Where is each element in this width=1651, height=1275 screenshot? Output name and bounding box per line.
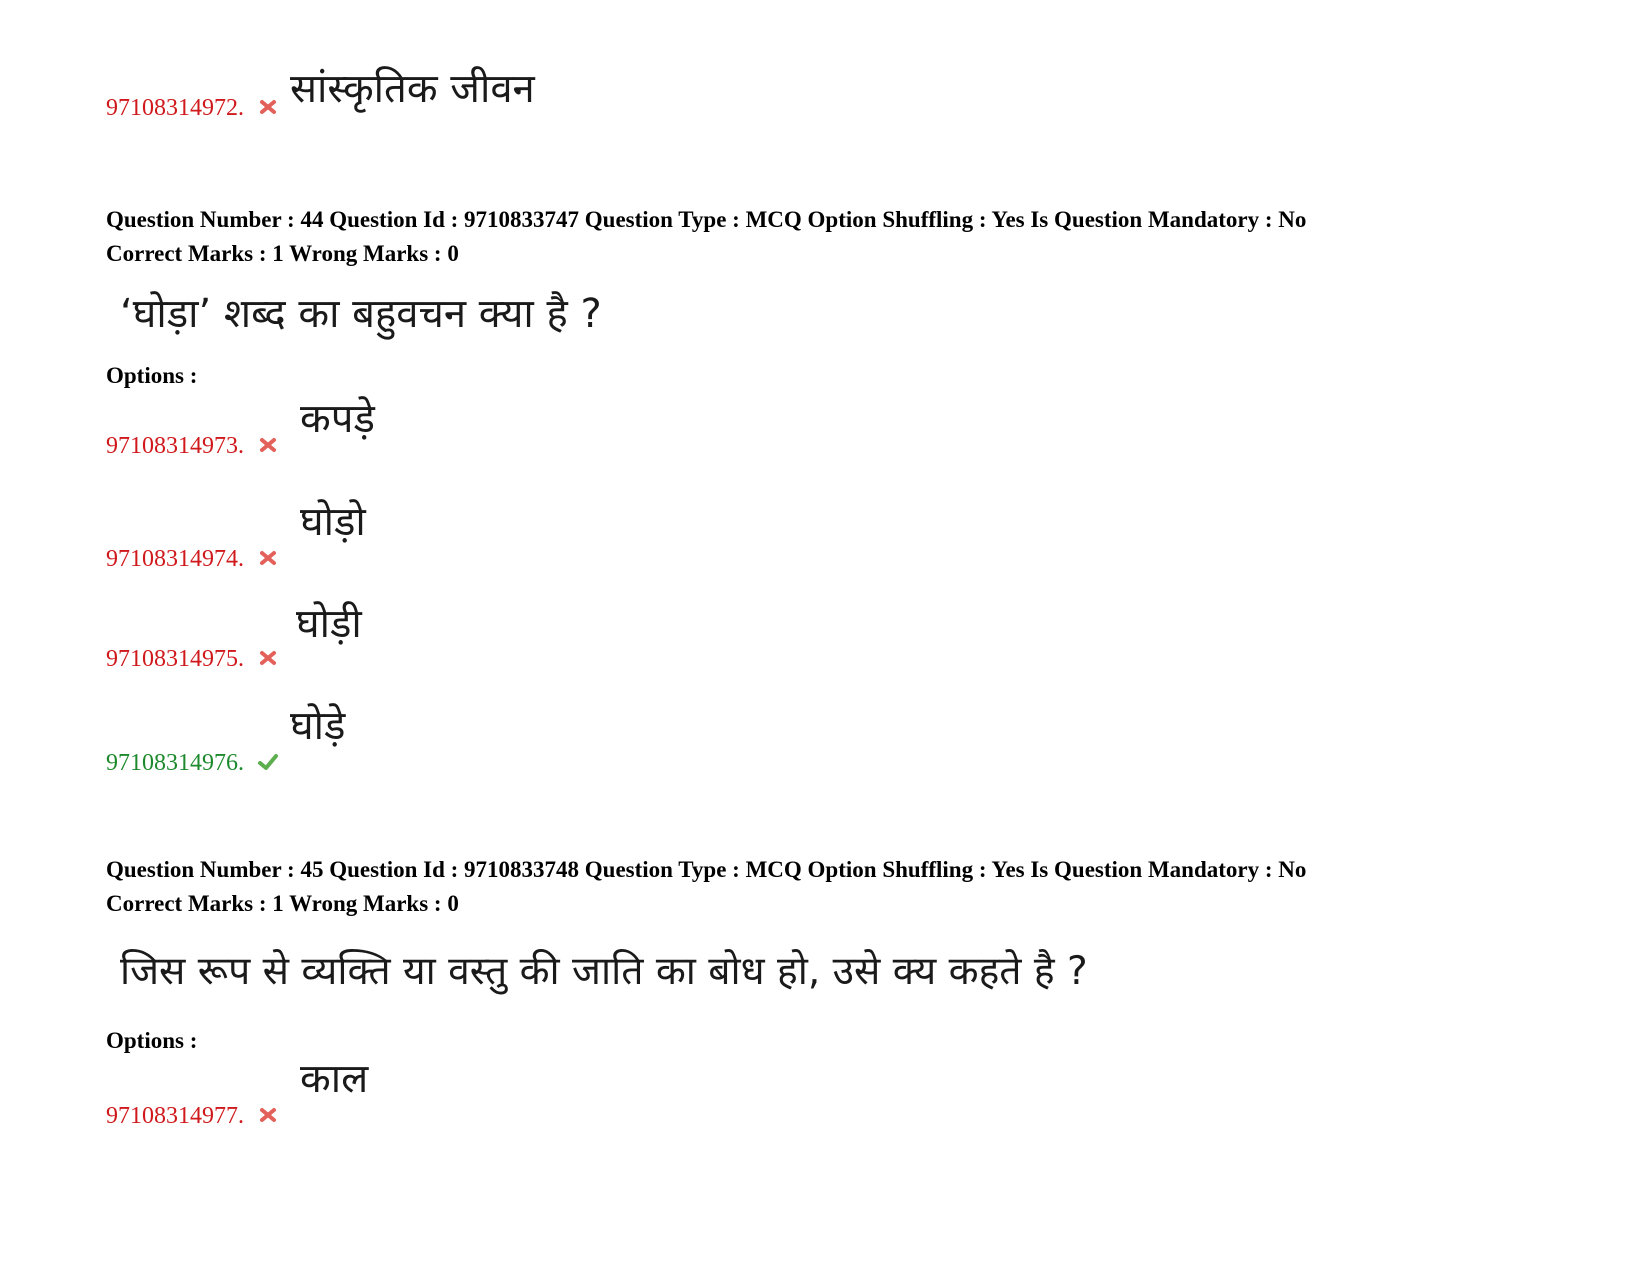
option-text: काल	[300, 1056, 369, 1102]
options-label: Options :	[106, 363, 198, 388]
option-id: 97108314972.	[106, 95, 244, 121]
marks-meta: Correct Marks : 1 Wrong Marks : 0	[106, 891, 459, 916]
option-text: घोड़ी	[296, 601, 362, 647]
option-text: घोड़ो	[300, 499, 366, 545]
marks-meta: Correct Marks : 1 Wrong Marks : 0	[106, 241, 459, 266]
option-row	[106, 1056, 806, 1130]
cross-icon	[258, 97, 278, 117]
question-text: जिस रूप से व्यक्ति या वस्तु की जाति का बोध हो, उसे क्य कहते है ?	[120, 949, 1088, 994]
check-icon	[258, 752, 278, 772]
option-id: 97108314977.	[106, 1103, 244, 1129]
option-id: 97108314974.	[106, 546, 244, 572]
question-meta: Question Number : 45 Question Id : 9710833748 Question Type : MCQ Option Shuffling : Yes Is Question Mandatory : No	[106, 857, 1307, 882]
option-row	[106, 703, 806, 777]
option-text: कपड़े	[300, 396, 375, 442]
option-row	[106, 396, 806, 460]
cross-icon	[258, 1105, 278, 1125]
cross-icon	[258, 648, 278, 668]
option-row	[106, 499, 806, 573]
options-label: Options :	[106, 1028, 198, 1053]
option-row	[106, 601, 806, 673]
cross-icon	[258, 548, 278, 568]
option-id: 97108314973.	[106, 433, 244, 459]
question-meta: Question Number : 44 Question Id : 9710833747 Question Type : MCQ Option Shuffling : Yes Is Question Mandatory : No	[106, 207, 1307, 232]
option-text: सांस्कृतिक जीवन	[290, 66, 535, 112]
option-text: घोड़े	[290, 703, 346, 749]
option-id: 97108314975.	[106, 646, 244, 672]
option-id: 97108314976.	[106, 750, 244, 776]
question-text: ‘घोड़ा’ शब्द का बहुवचन क्या है ?	[120, 291, 602, 337]
cross-icon	[258, 435, 278, 455]
option-row	[106, 62, 806, 122]
